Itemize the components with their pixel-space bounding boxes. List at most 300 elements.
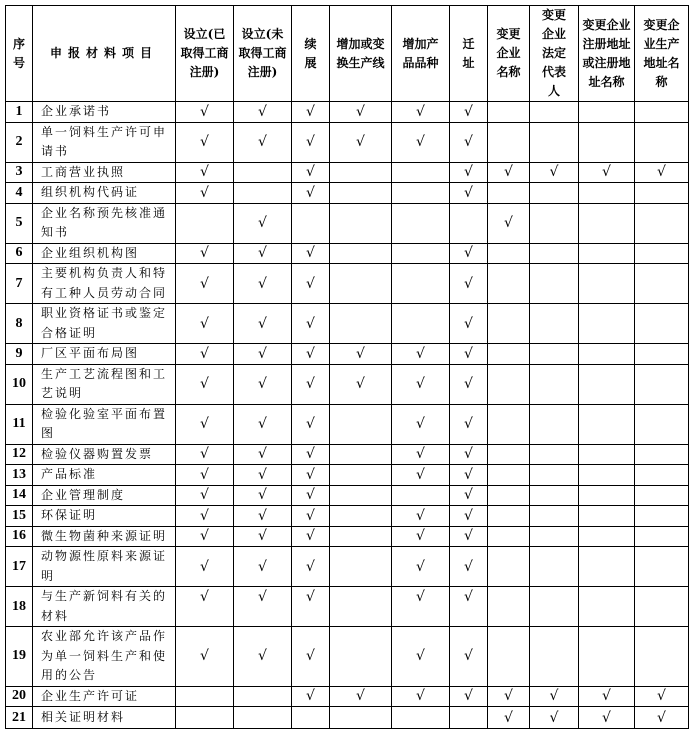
material-item: 组织机构代码证	[33, 183, 176, 204]
table-row	[6, 526, 689, 547]
check-mark-icon: √	[258, 558, 267, 575]
check-mark-icon: √	[416, 558, 425, 575]
application-materials-table	[5, 5, 689, 729]
check-mark-icon: √	[464, 507, 473, 524]
row-number: 6	[6, 243, 33, 264]
check-cell	[450, 465, 488, 486]
check-cell	[176, 465, 234, 486]
header-col-1: 设立(已取得工商注册)	[176, 6, 234, 102]
check-cell	[450, 183, 488, 204]
check-mark-icon: √	[416, 528, 425, 545]
check-cell	[176, 485, 234, 506]
check-mark-icon: √	[258, 466, 267, 483]
check-cell	[176, 404, 234, 444]
check-cell	[392, 587, 450, 627]
check-cell	[635, 364, 689, 404]
row-number: 8	[6, 304, 33, 344]
material-item: 动物源性原料来源证明	[33, 547, 176, 587]
check-cell	[635, 243, 689, 264]
check-mark-icon: √	[200, 103, 209, 120]
check-cell	[176, 547, 234, 587]
check-mark-icon: √	[258, 275, 267, 292]
material-item: 主要机构负责人和特有工种人员劳动合同	[33, 264, 176, 304]
header-col-3: 续展	[292, 6, 330, 102]
check-mark-icon: √	[549, 688, 559, 705]
check-mark-icon: √	[416, 446, 425, 463]
check-cell	[392, 102, 450, 123]
check-cell	[330, 485, 392, 506]
check-cell	[392, 547, 450, 587]
check-cell	[234, 506, 292, 527]
check-mark-icon: √	[356, 345, 365, 362]
check-mark-icon: √	[306, 648, 315, 665]
check-mark-icon: √	[200, 134, 209, 150]
check-cell	[488, 465, 530, 486]
check-cell	[579, 162, 635, 183]
check-cell	[176, 122, 234, 162]
check-cell	[530, 506, 579, 527]
check-cell	[579, 203, 635, 243]
header-row	[6, 6, 689, 102]
check-cell	[176, 707, 234, 729]
row-number: 20	[6, 686, 33, 707]
row-number: 10	[6, 364, 33, 404]
header-no: 序号	[6, 6, 33, 102]
check-cell	[450, 404, 488, 444]
check-mark-icon: √	[306, 466, 315, 483]
material-item: 企业管理制度	[33, 485, 176, 506]
check-cell	[292, 122, 330, 162]
check-cell	[234, 364, 292, 404]
material-item: 检验仪器购置发票	[33, 444, 176, 465]
check-mark-icon: √	[200, 245, 209, 262]
check-mark-icon: √	[549, 709, 559, 726]
check-mark-icon: √	[200, 275, 209, 292]
check-cell	[292, 627, 330, 687]
check-cell	[579, 404, 635, 444]
check-cell	[392, 526, 450, 547]
check-cell	[234, 162, 292, 183]
check-cell	[530, 707, 579, 729]
check-cell	[234, 526, 292, 547]
check-mark-icon: √	[416, 688, 425, 705]
check-cell	[530, 587, 579, 627]
check-mark-icon: √	[464, 245, 473, 262]
check-cell	[450, 627, 488, 687]
check-cell	[292, 465, 330, 486]
check-cell	[330, 627, 392, 687]
material-item: 企业名称预先核准通知书	[33, 203, 176, 243]
check-cell	[392, 243, 450, 264]
check-cell	[234, 102, 292, 123]
check-cell	[292, 506, 330, 527]
check-cell	[292, 203, 330, 243]
check-cell	[330, 686, 392, 707]
table-row	[6, 686, 689, 707]
check-cell	[635, 686, 689, 707]
check-mark-icon: √	[416, 103, 425, 120]
row-number: 14	[6, 485, 33, 506]
check-cell	[330, 203, 392, 243]
check-cell	[488, 264, 530, 304]
check-cell	[292, 344, 330, 365]
check-cell	[450, 506, 488, 527]
check-mark-icon: √	[258, 103, 267, 120]
check-mark-icon: √	[258, 528, 267, 545]
check-mark-icon: √	[306, 345, 315, 362]
check-cell	[635, 465, 689, 486]
row-number: 15	[6, 506, 33, 527]
table-row	[6, 485, 689, 506]
check-cell	[330, 243, 392, 264]
check-cell	[530, 183, 579, 204]
check-mark-icon: √	[306, 528, 315, 545]
check-mark-icon: √	[464, 134, 473, 150]
check-cell	[176, 627, 234, 687]
row-number: 4	[6, 183, 33, 204]
check-cell	[176, 364, 234, 404]
check-cell	[635, 506, 689, 527]
check-cell	[635, 404, 689, 444]
check-cell	[176, 203, 234, 243]
check-cell	[392, 203, 450, 243]
check-cell	[292, 444, 330, 465]
check-cell	[292, 162, 330, 183]
check-cell	[292, 587, 330, 627]
check-cell	[635, 264, 689, 304]
check-cell	[292, 526, 330, 547]
check-mark-icon: √	[306, 688, 315, 705]
header-col-5: 增加产品品种	[392, 6, 450, 102]
check-cell	[488, 404, 530, 444]
check-cell	[234, 465, 292, 486]
material-item: 职业资格证书或鉴定合格证明	[33, 304, 176, 344]
material-item: 检验化验室平面布置图	[33, 404, 176, 444]
check-mark-icon: √	[200, 446, 209, 463]
check-mark-icon: √	[200, 184, 209, 201]
check-mark-icon: √	[306, 164, 315, 181]
check-cell	[635, 162, 689, 183]
check-mark-icon: √	[416, 416, 425, 432]
check-mark-icon: √	[549, 164, 559, 181]
row-number: 11	[6, 404, 33, 444]
table-row	[6, 243, 689, 264]
check-mark-icon: √	[200, 648, 209, 665]
header-item: 申报材料项目	[33, 6, 176, 102]
row-number: 5	[6, 203, 33, 243]
check-cell	[292, 183, 330, 204]
check-cell	[530, 122, 579, 162]
table-body	[6, 102, 689, 729]
row-number: 18	[6, 587, 33, 627]
check-cell	[450, 686, 488, 707]
check-cell	[488, 444, 530, 465]
check-mark-icon: √	[258, 376, 267, 392]
check-cell	[292, 707, 330, 729]
check-cell	[392, 404, 450, 444]
check-cell	[330, 707, 392, 729]
material-item: 相关证明材料	[33, 707, 176, 729]
check-cell	[234, 485, 292, 506]
check-cell	[330, 102, 392, 123]
table-row	[6, 587, 689, 627]
check-mark-icon: √	[306, 487, 315, 504]
check-cell	[635, 444, 689, 465]
check-cell	[530, 344, 579, 365]
check-mark-icon: √	[258, 345, 267, 362]
check-cell	[292, 243, 330, 264]
check-cell	[579, 506, 635, 527]
check-cell	[392, 264, 450, 304]
check-mark-icon: √	[464, 416, 473, 432]
check-cell	[579, 587, 635, 627]
check-cell	[292, 686, 330, 707]
check-mark-icon: √	[504, 688, 513, 705]
check-mark-icon: √	[306, 134, 315, 150]
check-cell	[234, 587, 292, 627]
table-row	[6, 162, 689, 183]
check-cell	[488, 686, 530, 707]
check-cell	[176, 243, 234, 264]
check-cell	[450, 587, 488, 627]
check-cell	[530, 243, 579, 264]
check-mark-icon: √	[306, 507, 315, 524]
check-mark-icon: √	[306, 103, 315, 120]
check-cell	[330, 444, 392, 465]
check-mark-icon: √	[200, 416, 209, 432]
material-item: 单一饲料生产许可申请书	[33, 122, 176, 162]
check-cell	[488, 707, 530, 729]
check-mark-icon: √	[356, 134, 365, 150]
check-mark-icon: √	[200, 507, 209, 524]
check-mark-icon: √	[356, 688, 365, 705]
check-mark-icon: √	[200, 315, 209, 332]
check-cell	[579, 627, 635, 687]
check-mark-icon: √	[306, 589, 315, 605]
check-mark-icon: √	[258, 648, 267, 665]
check-cell	[392, 465, 450, 486]
row-number: 7	[6, 264, 33, 304]
check-mark-icon: √	[356, 376, 365, 392]
check-cell	[488, 485, 530, 506]
header-col-6: 迁址	[450, 6, 488, 102]
header-col-2: 设立(未取得工商注册)	[234, 6, 292, 102]
check-mark-icon: √	[504, 709, 513, 726]
check-cell	[292, 264, 330, 304]
row-number: 12	[6, 444, 33, 465]
row-number: 17	[6, 547, 33, 587]
check-mark-icon: √	[258, 134, 267, 150]
check-cell	[530, 547, 579, 587]
check-cell	[530, 444, 579, 465]
check-mark-icon: √	[200, 528, 209, 545]
check-cell	[488, 344, 530, 365]
check-mark-icon: √	[657, 709, 666, 726]
check-cell	[530, 404, 579, 444]
check-cell	[450, 264, 488, 304]
check-cell	[530, 485, 579, 506]
check-mark-icon: √	[464, 315, 473, 332]
row-number: 9	[6, 344, 33, 365]
check-mark-icon: √	[258, 589, 267, 605]
check-cell	[176, 162, 234, 183]
check-cell	[488, 506, 530, 527]
header-col-8: 变更企业法定代表人	[530, 6, 579, 102]
header-col-7: 变更企业名称	[488, 6, 530, 102]
check-mark-icon: √	[416, 589, 425, 605]
check-cell	[450, 102, 488, 123]
table-row	[6, 707, 689, 729]
check-cell	[292, 547, 330, 587]
check-mark-icon: √	[306, 184, 315, 201]
check-mark-icon: √	[416, 134, 425, 150]
material-item: 与生产新饲料有关的材料	[33, 587, 176, 627]
check-cell	[488, 587, 530, 627]
check-cell	[176, 264, 234, 304]
check-cell	[635, 587, 689, 627]
check-cell	[530, 526, 579, 547]
check-cell	[292, 364, 330, 404]
header-col-9: 变更企业注册地址或注册地址名称	[579, 6, 635, 102]
check-cell	[488, 547, 530, 587]
check-cell	[234, 183, 292, 204]
check-mark-icon: √	[200, 466, 209, 483]
check-cell	[530, 264, 579, 304]
check-cell	[450, 364, 488, 404]
check-cell	[579, 183, 635, 204]
table-row	[6, 627, 689, 687]
check-cell	[292, 304, 330, 344]
table-row	[6, 404, 689, 444]
check-cell	[330, 304, 392, 344]
check-cell	[450, 344, 488, 365]
row-number: 19	[6, 627, 33, 687]
check-cell	[330, 465, 392, 486]
check-mark-icon: √	[504, 164, 513, 181]
table-row	[6, 203, 689, 243]
check-cell	[234, 203, 292, 243]
check-mark-icon: √	[416, 507, 425, 524]
check-mark-icon: √	[200, 558, 209, 575]
check-cell	[234, 243, 292, 264]
check-cell	[292, 485, 330, 506]
table-row	[6, 506, 689, 527]
check-mark-icon: √	[306, 275, 315, 292]
check-cell	[176, 102, 234, 123]
row-number: 3	[6, 162, 33, 183]
check-mark-icon: √	[657, 164, 666, 181]
check-mark-icon: √	[464, 103, 473, 120]
check-cell	[530, 162, 579, 183]
check-cell	[579, 485, 635, 506]
check-cell	[488, 627, 530, 687]
check-cell	[330, 506, 392, 527]
check-cell	[292, 102, 330, 123]
check-mark-icon: √	[306, 245, 315, 262]
check-mark-icon: √	[602, 164, 611, 181]
row-number: 1	[6, 102, 33, 123]
check-cell	[635, 526, 689, 547]
check-mark-icon: √	[464, 275, 473, 292]
table-row	[6, 364, 689, 404]
material-item: 环保证明	[33, 506, 176, 527]
check-cell	[234, 304, 292, 344]
check-cell	[450, 707, 488, 729]
check-mark-icon: √	[306, 558, 315, 575]
check-cell	[488, 364, 530, 404]
check-cell	[392, 122, 450, 162]
check-cell	[234, 444, 292, 465]
check-cell	[579, 344, 635, 365]
check-cell	[635, 547, 689, 587]
material-item: 厂区平面布局图	[33, 344, 176, 365]
check-cell	[330, 344, 392, 365]
check-mark-icon: √	[306, 416, 315, 432]
check-mark-icon: √	[464, 648, 473, 665]
check-cell	[488, 304, 530, 344]
table-row	[6, 264, 689, 304]
table-row	[6, 102, 689, 123]
check-cell	[450, 547, 488, 587]
row-number: 21	[6, 707, 33, 729]
check-cell	[579, 304, 635, 344]
check-mark-icon: √	[258, 215, 267, 231]
check-cell	[450, 203, 488, 243]
check-cell	[635, 122, 689, 162]
check-mark-icon: √	[258, 446, 267, 463]
check-cell	[530, 304, 579, 344]
check-cell	[579, 364, 635, 404]
check-cell	[530, 686, 579, 707]
check-mark-icon: √	[258, 487, 267, 504]
check-mark-icon: √	[306, 376, 315, 392]
check-cell	[488, 102, 530, 123]
check-cell	[392, 506, 450, 527]
check-cell	[392, 364, 450, 404]
check-cell	[579, 102, 635, 123]
check-cell	[234, 547, 292, 587]
check-cell	[234, 264, 292, 304]
check-cell	[530, 627, 579, 687]
table-row	[6, 444, 689, 465]
table-row	[6, 547, 689, 587]
check-cell	[330, 122, 392, 162]
material-item: 企业组织机构图	[33, 243, 176, 264]
check-cell	[392, 304, 450, 344]
check-cell	[488, 183, 530, 204]
check-cell	[450, 243, 488, 264]
check-cell	[234, 707, 292, 729]
check-mark-icon: √	[200, 345, 209, 362]
check-cell	[530, 203, 579, 243]
check-mark-icon: √	[464, 589, 473, 605]
check-cell	[392, 162, 450, 183]
check-cell	[234, 122, 292, 162]
check-mark-icon: √	[258, 315, 267, 332]
check-mark-icon: √	[602, 688, 611, 705]
check-cell	[392, 444, 450, 465]
check-cell	[176, 506, 234, 527]
material-item: 产品标准	[33, 465, 176, 486]
material-item: 农业部允许该产品作为单一饲料生产和使用的公告	[33, 627, 176, 687]
check-mark-icon: √	[356, 103, 365, 120]
check-cell	[530, 102, 579, 123]
check-mark-icon: √	[258, 507, 267, 524]
check-cell	[635, 183, 689, 204]
check-cell	[330, 264, 392, 304]
check-mark-icon: √	[464, 528, 473, 545]
check-cell	[392, 183, 450, 204]
